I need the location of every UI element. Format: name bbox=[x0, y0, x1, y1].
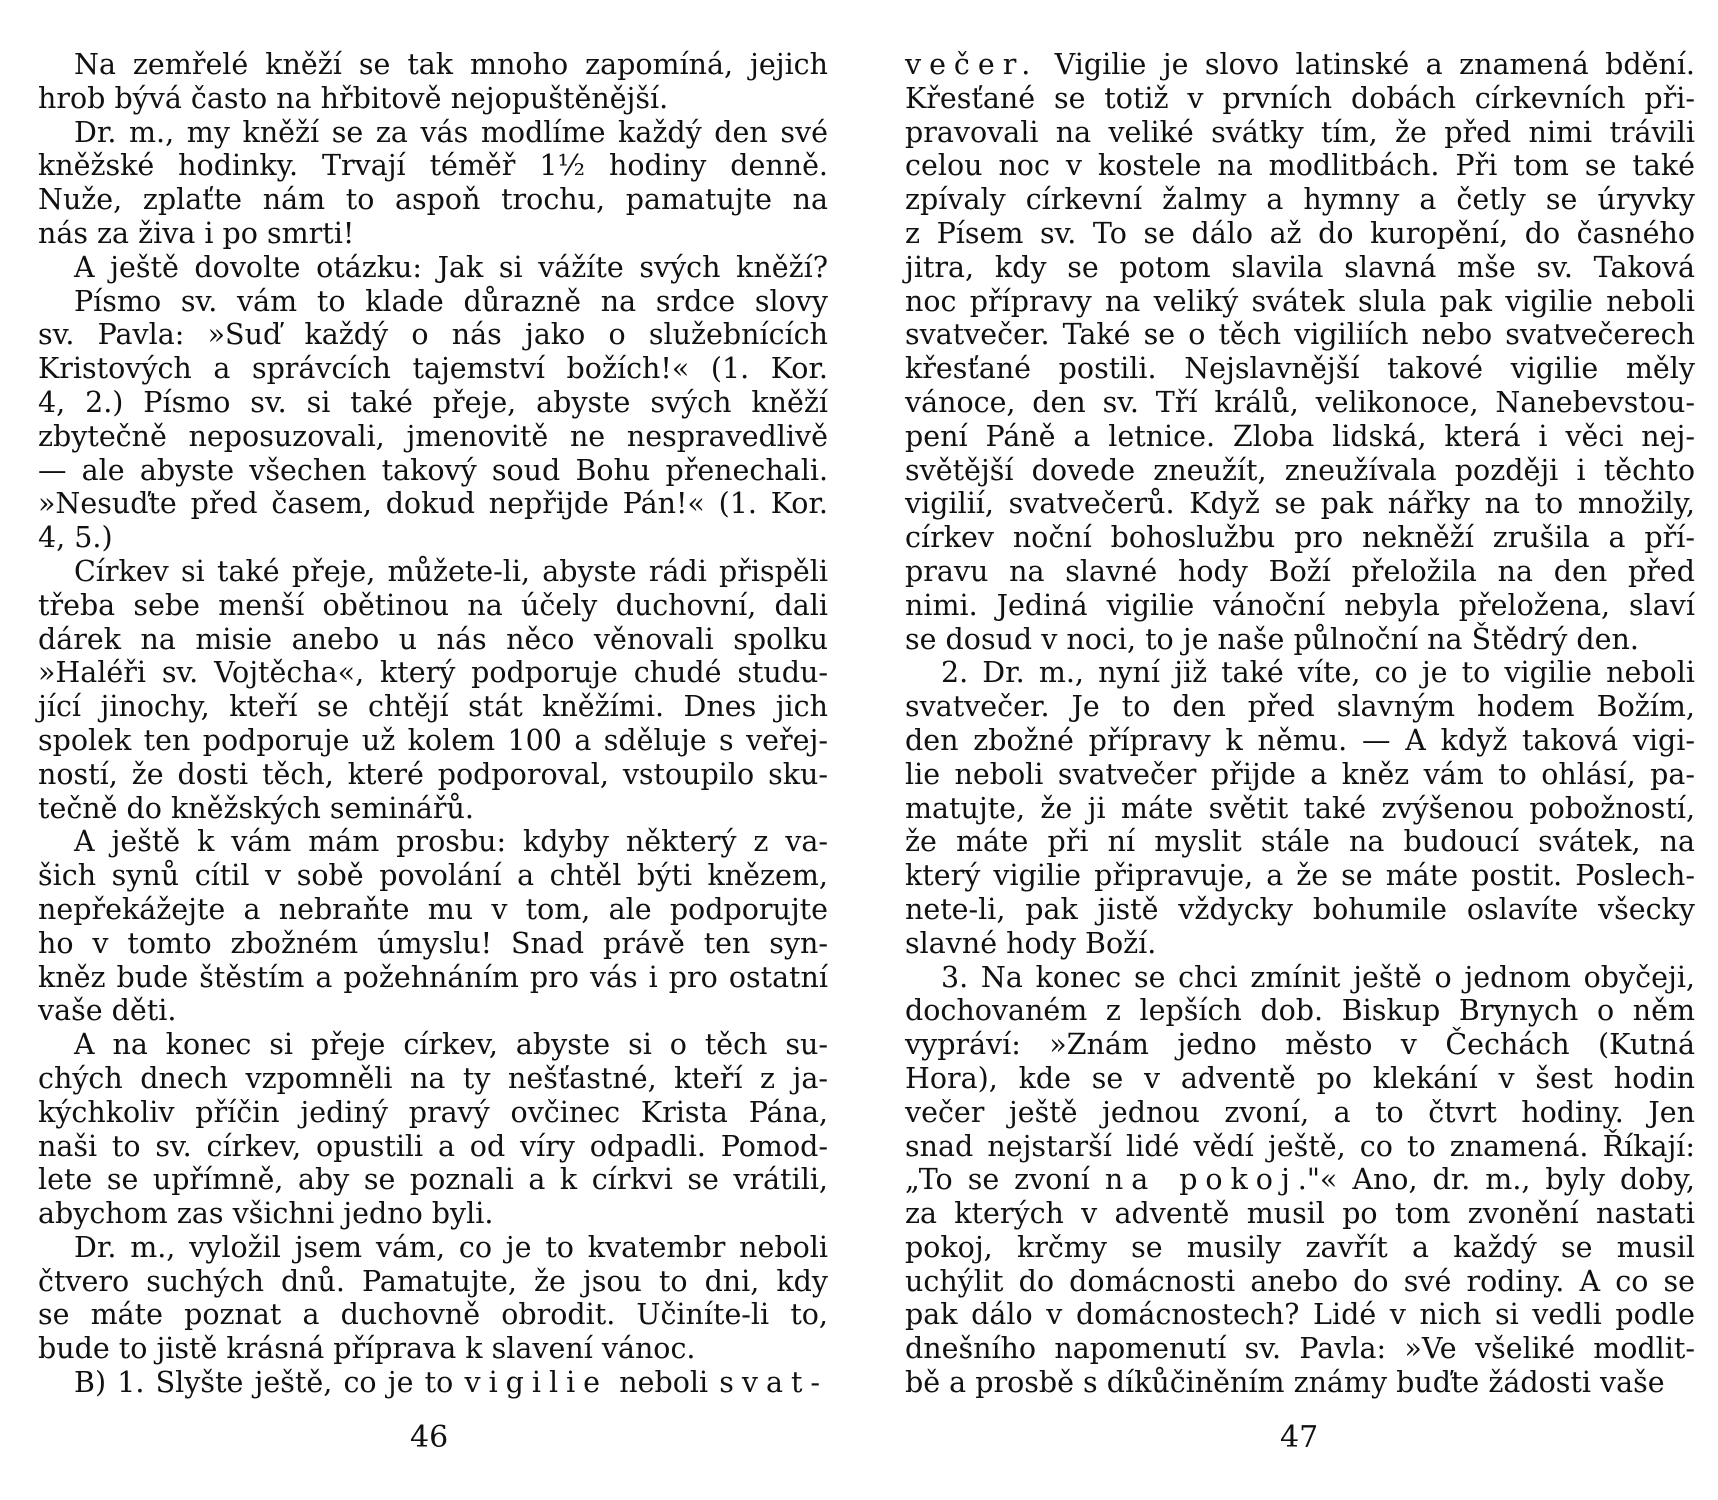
text-line: Nuže, zplaťte nám to aspoň trochu, pamatujte na bbox=[38, 183, 828, 217]
text-line: Písmo sv. vám to klade důrazně na srdce slovy bbox=[74, 284, 828, 318]
left-page-text bbox=[38, 48, 828, 1400]
text-line: za kterých v adventě musil po tom zvonění nastati bbox=[905, 1197, 1695, 1231]
text-line: dochovaném z lepších dob. Biskup Brynych o něm bbox=[905, 994, 1695, 1028]
text-line: vaše děti. bbox=[38, 994, 177, 1028]
text-line: celou noc v kostele na modlitbách. Při tom se také bbox=[905, 149, 1695, 183]
text-line: »Haléři sv. Vojtěcha«, který podporuje chudé studu- bbox=[38, 656, 828, 690]
text-line: pravovali na veliké svátky tím, že před nimi trávili bbox=[905, 115, 1695, 149]
text-line: »Nesuďte před časem, dokud nepřijde Pán!« (1. Kor. bbox=[38, 487, 828, 521]
text-line: večer ještě jednou zvoní, a to čtvrt hodiny. Jen bbox=[905, 1095, 1695, 1129]
text-line: 3. Na konec se chci zmínit ještě o jednom obyčeji, bbox=[941, 960, 1695, 994]
spaced-emphasis: večer. bbox=[905, 48, 1039, 81]
text-line: dnešního napomenutí sv. Pavla: »Ve všeliké modlit- bbox=[905, 1332, 1695, 1366]
text-line: 4, 2.) Písmo sv. si také přeje, abyste svých kněží bbox=[38, 385, 828, 419]
text-line: jící jinochy, kteří se chtějí stát kněžími. Dnes jich bbox=[38, 690, 828, 724]
text-line: snad nejstarší lidé vědí ještě, co to znamená. Říkají: bbox=[905, 1129, 1695, 1163]
text-line: kněžské hodinky. Trvají téměř 1½ hodiny denně. bbox=[38, 149, 828, 183]
text-line: že máte při ní myslit stále na budoucí svátek, na bbox=[905, 825, 1695, 859]
text-line: spolek ten podporuje už kolem 100 a sděluje s veřej- bbox=[38, 723, 828, 757]
text-line: který vigilie připravuje, a že se máte postit. Poslech- bbox=[905, 859, 1695, 893]
text-line: pení Páně a letnice. Zloba lidská, která i věci nej- bbox=[905, 419, 1695, 453]
text-line: lete se upřímně, aby se poznali a k církvi se vrátili, bbox=[38, 1163, 828, 1197]
text-line: bude to jistě krásná příprava k slavení vánoc. bbox=[38, 1332, 696, 1366]
text-line: A na konec si přeje církev, abyste si o těch su- bbox=[74, 1028, 828, 1062]
text-line: nete-li, pak jistě vždycky bohumile oslavíte všecky bbox=[905, 892, 1695, 926]
text-line: slavné hody Boží. bbox=[905, 926, 1157, 960]
text-line: svatvečer. Je to den před slavným hodem Božím, bbox=[905, 690, 1695, 724]
spaced-emphasis: svat- bbox=[719, 1366, 828, 1400]
right-page-text bbox=[905, 48, 1695, 1400]
text-line: večer. Vigilie je slovo latinské a znamená bdění. bbox=[905, 48, 1695, 81]
text-line: — ale abyste všechen takový soud Bohu přenechali. bbox=[38, 453, 828, 487]
text-line: ností, že dosti těch, které podporoval, vstoupilo sku- bbox=[38, 757, 828, 791]
text-line: vypráví: »Znám jedno město v Čechách (Kutná bbox=[905, 1028, 1695, 1062]
text-line: 4, 5.) bbox=[38, 521, 113, 555]
text-line: pravu na slavné hody Boží přeložila na den před bbox=[905, 554, 1695, 588]
text-line: zbytečně neposuzovali, jmenovitě ne nespravedlivě bbox=[38, 419, 828, 453]
text-line: Církev si také přeje, můžete-li, abyste rádi přispěli bbox=[74, 554, 828, 588]
text-line: ho v tomto zbožném úmyslu! Snad právě ten syn- bbox=[38, 926, 828, 960]
text-line: den zbožné přípravy k němu. — A když taková vigi- bbox=[905, 723, 1695, 757]
spaced-emphasis: na pokoj bbox=[1104, 1163, 1298, 1197]
text-line: hrob bývá často na hřbitově nejopuštěnější. bbox=[38, 81, 669, 115]
text-line: „To se zvoní na pokoj."« Ano, dr. m., byly doby, bbox=[905, 1163, 1695, 1197]
text-line: B) 1. Slyšte ještě, co je to vigilie neboli svat- bbox=[74, 1366, 828, 1400]
text-line: zpívaly církevní žalmy a hymny a četly se úryvky bbox=[905, 183, 1695, 217]
text-line: noc přípravy na veliký svátek slula pak vigilie neboli bbox=[905, 284, 1695, 318]
text-line: jitra, kdy se potom slavila slavná mše sv. Taková bbox=[905, 250, 1695, 284]
text-line: sv. Pavla: »Suď každý o nás jako o služebnících bbox=[38, 318, 828, 352]
text-line: uchýlit do domácnosti anebo do své rodiny. A co se bbox=[905, 1264, 1695, 1298]
text-line: kýchkoliv příčin jediný pravý ovčinec Krista Pána, bbox=[38, 1095, 828, 1129]
text-line: Dr. m., vyložil jsem vám, co je to kvatembr neboli bbox=[74, 1230, 828, 1264]
text-line: naši to sv. církev, opustili a od víry odpadli. Pomod- bbox=[38, 1129, 828, 1163]
text-line: Na zemřelé kněží se tak mnoho zapomíná, jejich bbox=[74, 48, 828, 81]
text-line: křesťané postili. Nejslavnější takové vigilie měly bbox=[905, 352, 1695, 386]
text-line: třeba sebe menší obětinou na účely duchovní, dali bbox=[38, 588, 828, 622]
text-line: Křesťané se totiž v prvních dobách církevních při- bbox=[905, 81, 1695, 115]
text-line: bě a prosbě s díkůčiněním známy buďte žádosti vaše bbox=[905, 1366, 1665, 1400]
left-page-number: 46 bbox=[410, 1420, 449, 1455]
text-line: A ještě k vám mám prosbu: kdyby některý z va- bbox=[74, 825, 828, 859]
text-line: chých dnech vzpomněli na ty nešťastné, kteří z ja- bbox=[38, 1061, 828, 1095]
text-line: abychom zas všichni jedno byli. bbox=[38, 1197, 494, 1231]
text-line: se máte poznat a duchovně obrodit. Učiníte-li to, bbox=[38, 1298, 828, 1332]
text-line: nás za živa i po smrti! bbox=[38, 216, 355, 250]
text-line: kněz bude štěstím a požehnáním pro vás i pro ostatní bbox=[38, 960, 828, 994]
text-line: Dr. m., my kněží se za vás modlíme každý den své bbox=[74, 115, 828, 149]
text-line: světější dovede zneužít, zneužívala později i těchto bbox=[905, 453, 1695, 487]
text-line: svatvečer. Také se o těch vigiliích nebo svatvečerech bbox=[905, 318, 1695, 352]
text-line: 2. Dr. m., nyní již také víte, co je to vigilie neboli bbox=[941, 656, 1695, 690]
text-line: vánoce, den sv. Tří králů, velikonoce, Nanebevstou- bbox=[905, 385, 1695, 419]
text-line: dárek na misie anebo u nás něco věnovali spolku bbox=[38, 622, 828, 656]
text-line: nimi. Jediná vigilie vánoční nebyla přeložena, slaví bbox=[905, 588, 1695, 622]
text-line: pokoj, krčmy se musily zavřít a každý se musil bbox=[905, 1230, 1695, 1264]
text-line: Kristových a správcích tajemství božích!« (1. Kor. bbox=[38, 352, 828, 386]
text-line: Hora), kde se v adventě po klekání v šest hodin bbox=[905, 1061, 1695, 1095]
right-page-number: 47 bbox=[1280, 1420, 1319, 1455]
text-line: šich synů cítil v sobě povolání a chtěl býti knězem, bbox=[38, 859, 828, 893]
text-line: z Písem sv. To se dálo až do kuropění, do časného bbox=[905, 216, 1695, 250]
text-line: vigilií, svatvečerů. Když se pak nářky na to množily, bbox=[905, 487, 1695, 521]
text-line: pak dálo v domácnostech? Lidé v nich si vedli podle bbox=[905, 1298, 1695, 1332]
text-line: lie neboli svatvečer přijde a kněz vám to ohlásí, pa- bbox=[905, 757, 1695, 791]
text-line: matujte, že ji máte světit také zvýšenou pobožností, bbox=[905, 791, 1695, 825]
spaced-emphasis: vigilie bbox=[464, 1366, 609, 1400]
text-line: církev noční bohoslužbu pro nekněží zrušila a pří- bbox=[905, 521, 1695, 555]
text-line: se dosud v noci, to je naše půlnoční na Štědrý den. bbox=[905, 622, 1639, 656]
text-line: nepřekážejte a nebraňte mu v tom, ale podporujte bbox=[38, 892, 828, 926]
text-line: tečně do kněžských seminářů. bbox=[38, 791, 474, 825]
text-line: čtvero suchých dnů. Pamatujte, že jsou to dni, kdy bbox=[38, 1264, 828, 1298]
text-line: A ještě dovolte otázku: Jak si vážíte svých kněží? bbox=[74, 250, 828, 284]
